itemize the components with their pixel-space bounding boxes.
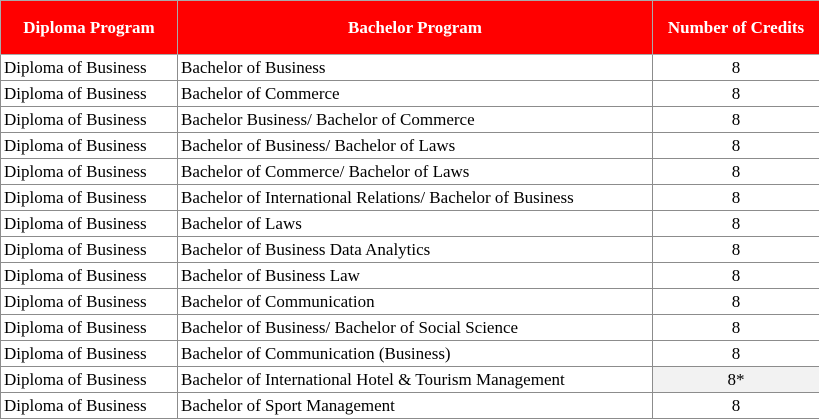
bachelor-cell: Bachelor of Business Data Analytics [178, 237, 653, 263]
table-row [1, 393, 819, 419]
header-number-of-credits: Number of Credits [653, 1, 819, 55]
diploma-cell: Diploma of Business [1, 81, 178, 107]
diploma-cell: Diploma of Business [1, 315, 178, 341]
diploma-cell: Diploma of Business [1, 133, 178, 159]
bachelor-cell: Bachelor of Business/ Bachelor of Laws [178, 133, 653, 159]
diploma-cell: Diploma of Business [1, 107, 178, 133]
table-row [1, 55, 819, 81]
credits-cell: 8 [653, 107, 819, 133]
diploma-cell: Diploma of Business [1, 159, 178, 185]
bachelor-cell: Bachelor of Sport Management [178, 393, 653, 419]
diploma-cell: Diploma of Business [1, 185, 178, 211]
credits-cell: 8 [653, 315, 819, 341]
header-row [1, 1, 819, 55]
table-row [1, 237, 819, 263]
table-row [1, 185, 819, 211]
bachelor-cell: Bachelor of International Hotel & Tourism Management [178, 367, 653, 393]
bachelor-cell: Bachelor of Business/ Bachelor of Social Science [178, 315, 653, 341]
bachelor-cell: Bachelor of Laws [178, 211, 653, 237]
table-row [1, 133, 819, 159]
bachelor-cell: Bachelor of International Relations/ Bachelor of Business [178, 185, 653, 211]
bachelor-cell: Bachelor of Communication [178, 289, 653, 315]
credits-cell: 8 [653, 81, 819, 107]
credits-cell: 8 [653, 55, 819, 81]
bachelor-cell: Bachelor of Commerce/ Bachelor of Laws [178, 159, 653, 185]
bachelor-cell: Bachelor of Business Law [178, 263, 653, 289]
bachelor-cell: Bachelor of Business [178, 55, 653, 81]
table-row [1, 211, 819, 237]
credits-cell: 8 [653, 211, 819, 237]
diploma-cell: Diploma of Business [1, 367, 178, 393]
credits-cell: 8 [653, 393, 819, 419]
table-row [1, 263, 819, 289]
table-row [1, 107, 819, 133]
credits-cell: 8 [653, 133, 819, 159]
diploma-cell: Diploma of Business [1, 211, 178, 237]
credits-cell: 8 [653, 159, 819, 185]
table-row [1, 81, 819, 107]
credits-cell: 8 [653, 263, 819, 289]
bachelor-cell: Bachelor of Communication (Business) [178, 341, 653, 367]
diploma-cell: Diploma of Business [1, 393, 178, 419]
diploma-cell: Diploma of Business [1, 341, 178, 367]
bachelor-cell: Bachelor of Commerce [178, 81, 653, 107]
table-row [1, 289, 819, 315]
credits-cell: 8 [653, 341, 819, 367]
credits-cell: 8 [653, 289, 819, 315]
credits-cell: 8 [653, 185, 819, 211]
header-bachelor-program: Bachelor Program [178, 1, 653, 55]
diploma-cell: Diploma of Business [1, 289, 178, 315]
table-row [1, 315, 819, 341]
credits-cell: 8 [653, 237, 819, 263]
bachelor-cell: Bachelor Business/ Bachelor of Commerce [178, 107, 653, 133]
table-row [1, 341, 819, 367]
diploma-cell: Diploma of Business [1, 237, 178, 263]
diploma-cell: Diploma of Business [1, 263, 178, 289]
table-row [1, 367, 819, 393]
table-row [1, 159, 819, 185]
credits-cell: 8* [653, 367, 819, 393]
diploma-cell: Diploma of Business [1, 55, 178, 81]
header-diploma-program: Diploma Program [1, 1, 178, 55]
